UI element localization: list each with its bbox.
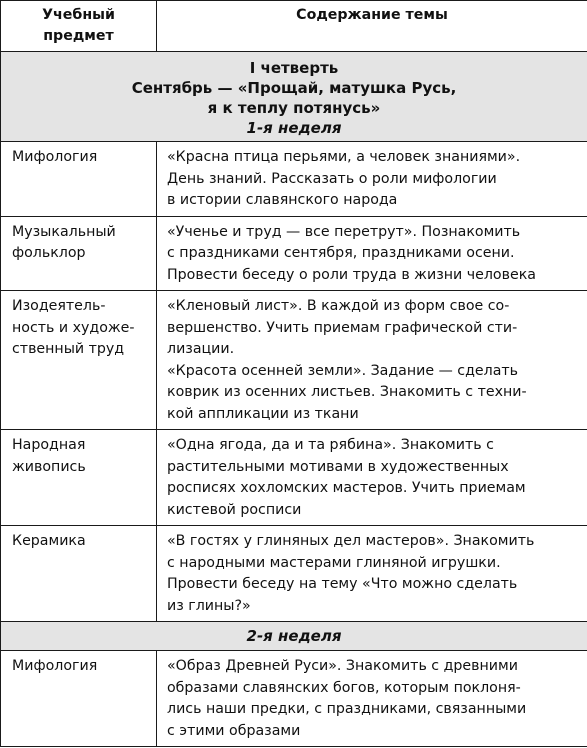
subject-text: Керамика — [12, 533, 86, 549]
subject-text: фольклор — [12, 245, 86, 261]
subject-cell — [1, 142, 157, 217]
content-cell — [157, 526, 587, 622]
section-row-quarter — [1, 52, 587, 142]
table-row — [1, 526, 587, 622]
subject-text: ность и художе- — [12, 319, 135, 336]
content-line: День знаний. Рассказать о роли мифологии — [167, 170, 497, 187]
content-line: с этими образами — [167, 722, 301, 739]
content-line: «Кленовый лист». В каждой из форм свое со- — [167, 298, 510, 314]
week2-rows — [1, 651, 587, 747]
week-label: 1-я неделя — [246, 119, 342, 137]
content-line: «Образ Древней Руси». Знакомить с древними — [167, 658, 518, 674]
content-line: с праздниками сентября, праздниками осени. — [167, 245, 515, 261]
content-line: вершенство. Учить приемам графической сти- — [167, 319, 518, 336]
table-row — [1, 216, 587, 291]
header-content: Содержание темы — [157, 1, 587, 52]
subject-text: Изодеятель- — [12, 298, 106, 314]
week2-label: 2-я неделя — [1, 622, 587, 651]
content-line: растительными мотивами в художественных — [167, 458, 509, 475]
content-line: с народными мастерами глиняной игрушки. — [167, 554, 501, 571]
content-line: росписях хохломских мастеров. Учить приемам — [167, 480, 526, 496]
table-row — [1, 651, 587, 747]
week1-rows — [1, 142, 587, 622]
content-line: из глины?» — [167, 597, 251, 614]
content-line: «Красота осенней земли». Задание — сделать — [167, 362, 519, 379]
content-cell — [157, 291, 587, 430]
content-line: лись наши предки, с праздниками, связанными — [167, 701, 527, 717]
content-cell — [157, 142, 587, 217]
subject-text: ственный труд — [12, 341, 125, 357]
content-line: лизации. — [167, 341, 235, 357]
table-header-row — [1, 1, 587, 52]
subject-cell — [1, 291, 157, 430]
content-line: в истории славянского народа — [167, 192, 398, 208]
month-title-line-1: Сентябрь — «Прощай, матушка Русь, — [131, 79, 457, 97]
content-line: кистевой росписи — [167, 501, 302, 518]
content-cell — [157, 430, 587, 526]
section-title — [1, 52, 587, 142]
subject-cell — [1, 651, 157, 747]
subject-text: Мифология — [12, 149, 98, 165]
header-subject: Учебный предмет — [1, 1, 157, 52]
content-line: кой аппликации из ткани — [167, 405, 359, 422]
quarter-label: I четверть — [249, 59, 339, 77]
content-line: «В гостях у глиняных дел мастеров». Знакомить — [167, 533, 535, 549]
content-line: «Красна птица перьями, а человек знаниями». — [167, 149, 521, 165]
subject-text: живопись — [12, 458, 86, 475]
table-row — [1, 291, 587, 430]
content-line: образами славянских богов, которым поклоня- — [167, 679, 521, 696]
subject-cell — [1, 526, 157, 622]
content-cell — [157, 216, 587, 291]
content-line: Провести беседу на тему «Что можно сделать — [167, 576, 518, 592]
subject-text: Музыкальный — [12, 223, 116, 240]
subject-cell — [1, 430, 157, 526]
subject-text: Мифология — [12, 658, 98, 674]
table-row — [1, 430, 587, 526]
section-row-week2 — [1, 622, 587, 651]
month-title-line-2: я к теплу потянусь» — [207, 99, 381, 117]
subject-text: Народная — [12, 437, 86, 453]
content-line: «Ученье и труд — все перетрут». Познакомить — [167, 223, 521, 240]
content-cell — [157, 651, 587, 747]
content-line: коврик из осенних листьев. Знакомить с техни- — [167, 384, 527, 400]
content-line: «Одна ягода, да и та рябина». Знакомить с — [167, 437, 494, 453]
subject-cell — [1, 216, 157, 291]
table-row — [1, 142, 587, 217]
content-line: Провести беседу о роли труда в жизни человека — [167, 266, 536, 283]
